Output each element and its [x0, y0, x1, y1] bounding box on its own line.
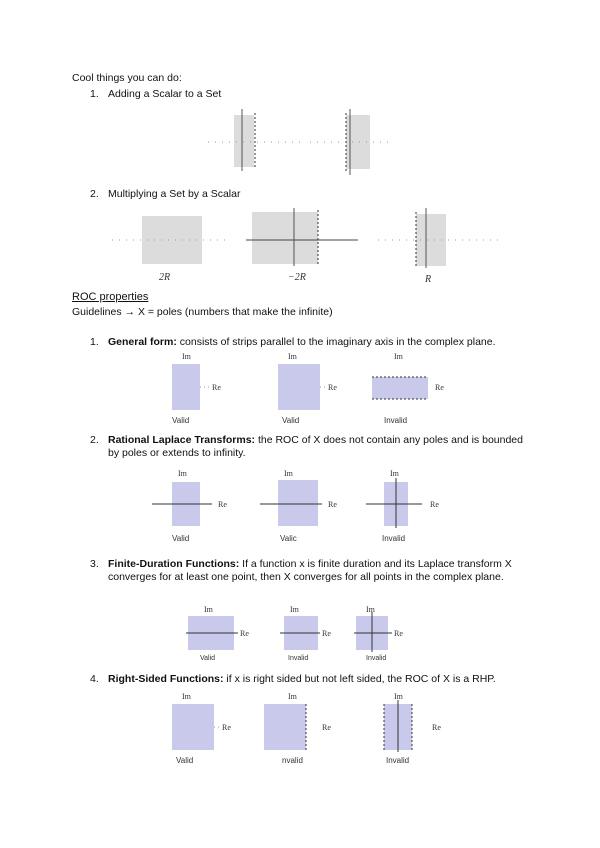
property-heading: General form: [108, 336, 177, 348]
figure-caption: 2R [159, 272, 171, 283]
property-heading: Finite-Duration Functions: [108, 558, 240, 570]
re-label: Re [222, 723, 231, 732]
re-label: Re [328, 383, 337, 392]
figure-caption: Valid [172, 416, 190, 425]
re-label: Re [435, 383, 444, 392]
finite-duration-figure [180, 604, 420, 654]
list-number: 3. [90, 558, 99, 570]
re-label: Re [218, 500, 227, 509]
right-sided-figure [150, 690, 450, 752]
property-text: if x is right sided but not left sided, the ROC of X is a RHP. [223, 673, 496, 685]
list-number: 1. [90, 88, 99, 100]
re-label: Re [212, 383, 221, 392]
roc-region [172, 364, 200, 410]
re-label: Re [322, 629, 331, 638]
roc-region [142, 216, 202, 264]
im-label: Im [284, 469, 293, 478]
im-label: Im [394, 352, 403, 361]
re-label: Re [322, 723, 331, 732]
property-finite-duration [108, 558, 528, 584]
property-heading: Right-Sided Functions: [108, 673, 224, 685]
property-text: consists of strips parallel to the imaginary axis in the complex plane. [176, 336, 496, 348]
im-label: Im [390, 469, 399, 478]
im-label: Im [288, 352, 297, 361]
property-text: the ROC of X does not contain any poles and is bounded by poles or extends to infinity. [108, 434, 523, 459]
intro-text: Cool things you can do: [72, 72, 182, 84]
figure-caption: Valid [172, 534, 190, 543]
adding-scalar-figure [200, 105, 400, 185]
re-label: Re [432, 723, 441, 732]
property-right-sided [108, 673, 496, 686]
figure-caption: Valid [282, 416, 300, 425]
rational-laplace-figure [150, 466, 450, 530]
figure-caption: R [425, 274, 432, 285]
multiplying-scalar-figure [108, 204, 508, 270]
figure-caption: Valid [200, 655, 216, 662]
general-form-figure [150, 350, 460, 414]
figure-caption: Valid [176, 756, 194, 765]
section-title: ROC properties [72, 291, 149, 303]
list-item-adding-scalar: Adding a Scalar to a Set [108, 88, 222, 100]
roc-region [278, 364, 320, 410]
list-number: 2. [90, 188, 99, 200]
property-general-form [108, 336, 538, 349]
property-heading: Rational Laplace Transforms: [108, 434, 256, 446]
property-text: If a function x is finite duration and its Laplace transform X converges for at least one point, then X converges for all points in the complex plane. [108, 558, 512, 583]
figure-caption: Invalid [386, 756, 410, 765]
re-label: Re [394, 629, 403, 638]
re-label: Re [328, 500, 337, 509]
roc-strip [234, 115, 254, 167]
guidelines-text: Guidelines → X = poles (numbers that make the infinite) [72, 306, 333, 318]
im-label: Im [182, 692, 191, 701]
roc-region [372, 377, 428, 399]
re-label: Re [240, 629, 249, 638]
re-label: Re [430, 500, 439, 509]
im-label: Im [290, 605, 299, 614]
figure-caption: Invalid [366, 655, 387, 662]
figure-caption: Invalid [288, 655, 309, 662]
list-number: 4. [90, 673, 99, 685]
figure-caption: Valic [280, 534, 297, 543]
figure-caption: Invalid [384, 416, 408, 425]
im-label: Im [178, 469, 187, 478]
figure-caption: nvalid [282, 756, 303, 765]
im-label: Im [288, 692, 297, 701]
property-rational-laplace [108, 434, 528, 460]
im-label: Im [366, 605, 375, 614]
list-number: 2. [90, 434, 99, 446]
im-label: Im [182, 352, 191, 361]
im-label: Im [204, 605, 213, 614]
im-label: Im [394, 692, 403, 701]
list-number: 1. [90, 336, 99, 348]
figure-caption: Invalid [382, 534, 406, 543]
roc-region [278, 480, 318, 526]
roc-region [172, 704, 214, 750]
roc-region [264, 704, 306, 750]
list-item-multiplying-scalar: Multiplying a Set by a Scalar [108, 188, 241, 200]
roc-region [252, 212, 318, 264]
figure-caption: −2R [288, 272, 306, 283]
